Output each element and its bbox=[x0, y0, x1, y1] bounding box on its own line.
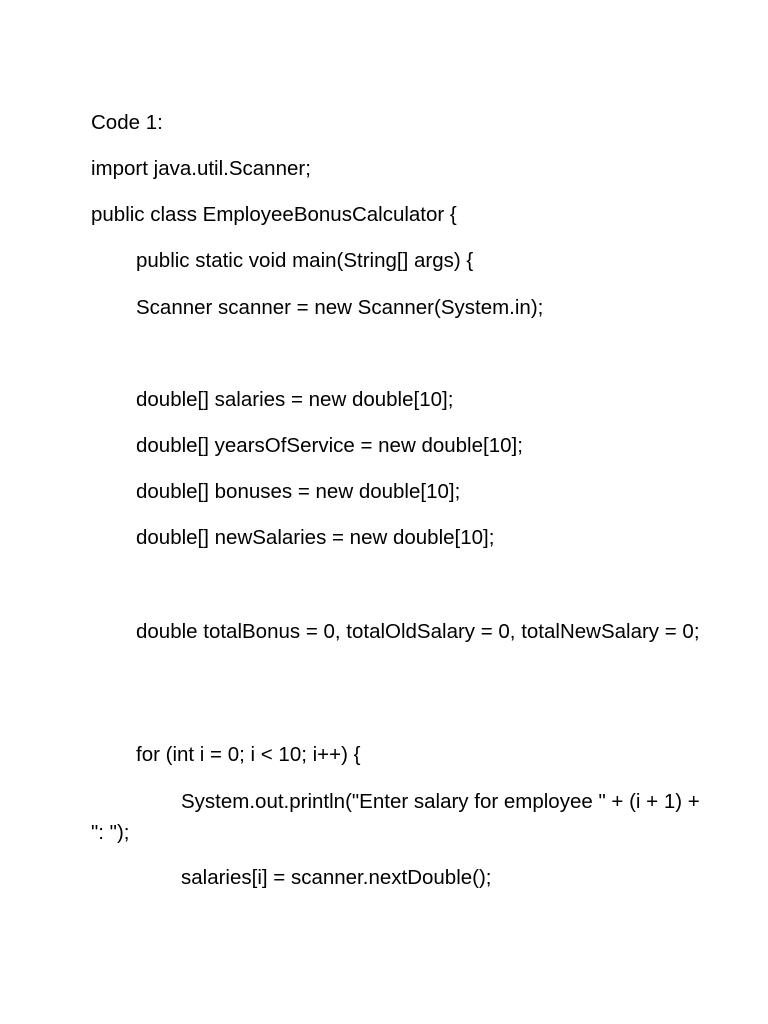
code-line-println: System.out.println("Enter salary for employee " + (i + 1) + ": "); bbox=[91, 790, 706, 844]
code-line-years-of-service: double[] yearsOfService = new double[10]; bbox=[136, 434, 523, 457]
code-line-salaries: double[] salaries = new double[10]; bbox=[136, 388, 454, 411]
code-line-new-salaries: double[] newSalaries = new double[10]; bbox=[136, 526, 495, 549]
code-line-bonuses: double[] bonuses = new double[10]; bbox=[136, 480, 461, 503]
code-heading: Code 1: bbox=[91, 111, 163, 134]
code-line-scanner: Scanner scanner = new Scanner(System.in); bbox=[136, 296, 544, 319]
code-line-next-double: salaries[i] = scanner.nextDouble(); bbox=[181, 866, 492, 889]
code-line-main-method: public static void main(String[] args) { bbox=[136, 249, 474, 272]
code-line-totals: double totalBonus = 0, totalOldSalary = 0, totalNewSalary = 0; bbox=[136, 620, 700, 643]
code-line-class-declaration: public class EmployeeBonusCalculator { bbox=[91, 203, 457, 226]
code-line-for-loop: for (int i = 0; i < 10; i++) { bbox=[136, 743, 361, 766]
code-line-import: import java.util.Scanner; bbox=[91, 157, 311, 180]
